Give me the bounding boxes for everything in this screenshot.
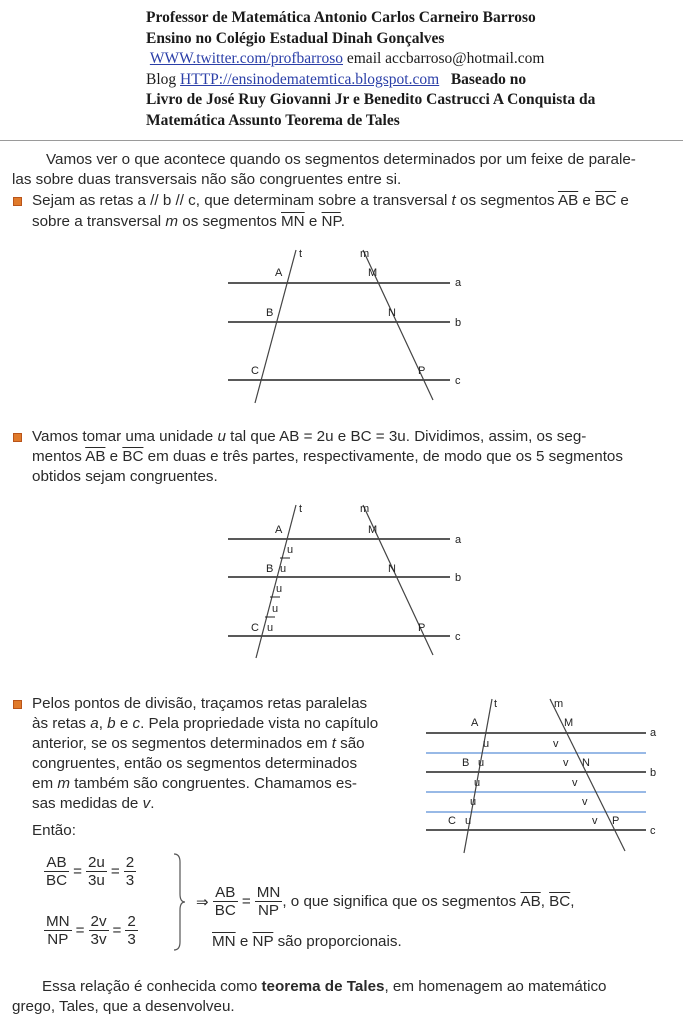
- label-M: M: [368, 267, 378, 279]
- label-u: u: [272, 603, 279, 615]
- label-B: B: [462, 757, 470, 769]
- label-C: C: [251, 622, 259, 634]
- label-P: P: [418, 622, 426, 634]
- label-c: c: [455, 375, 461, 387]
- label-P: P: [612, 815, 620, 827]
- label-v: v: [582, 796, 588, 808]
- label-u: u: [470, 796, 477, 808]
- header-line-4: [146, 70, 676, 91]
- var-m: m: [165, 213, 179, 230]
- text: em: [32, 775, 58, 792]
- denominator: 3v: [90, 931, 107, 948]
- text: e: [115, 715, 133, 732]
- bullet1-line-1: [32, 191, 629, 212]
- text: ,: [540, 893, 550, 910]
- text: também são congruentes. Chamamos es-: [69, 775, 357, 792]
- var-b: b: [107, 715, 116, 732]
- label-N: N: [582, 757, 590, 769]
- figure-2: [220, 500, 480, 665]
- segment-np: $\overline{NP}$: [252, 933, 274, 950]
- text: ,: [98, 715, 108, 732]
- text: os segmentos: [178, 213, 282, 230]
- theorem-name: teorema de Tales: [261, 978, 385, 995]
- numerator: 2: [125, 854, 135, 871]
- header: [146, 8, 676, 132]
- label-A: A: [471, 717, 479, 729]
- curly-brace: [172, 852, 186, 952]
- label-N: N: [388, 307, 396, 319]
- header-separator: [0, 140, 683, 141]
- denominator: NP: [257, 902, 280, 919]
- bullet2-line-1: [32, 427, 586, 448]
- label-c: c: [650, 825, 656, 837]
- intro-line-1: Vamos ver o que acontece quando os segmentos determinados por um feixe de parale-: [46, 151, 636, 168]
- bullet2-line-3: obtidos sejam congruentes.: [32, 468, 218, 485]
- segment-np: $\overline{NP}$: [321, 213, 341, 230]
- label-A: A: [275, 524, 283, 536]
- numerator: MN: [256, 884, 281, 901]
- label-C: C: [448, 815, 456, 827]
- label-t: t: [299, 503, 303, 515]
- fraction: [89, 913, 109, 948]
- closing-line-1: [42, 977, 606, 998]
- equals-sign: =: [73, 863, 82, 880]
- bullet3-line-4: congruentes, então os segmentos determinados: [32, 755, 358, 772]
- fraction: [125, 913, 137, 948]
- header-line-2: Ensino no Colégio Estadual Dinah Gonçalves: [146, 29, 445, 47]
- based-on-label: Baseado no: [450, 70, 527, 88]
- bullet1-line-2: [32, 212, 345, 233]
- label-u: u: [287, 544, 294, 556]
- bullet3-line-5: [32, 774, 357, 795]
- intro-line-2: las sobre duas transversais não são congruentes entre si.: [12, 171, 402, 188]
- label-a: a: [455, 277, 462, 289]
- fraction: [44, 913, 72, 948]
- denominator: BC: [214, 902, 236, 919]
- text: , o que significa que os segmentos: [282, 893, 521, 910]
- text: são: [335, 735, 365, 752]
- entao-label: Então:: [32, 822, 76, 839]
- blog-label: Blog: [146, 70, 177, 88]
- blog-link[interactable]: HTTP://ensinodematemtica.blogspot.com: [180, 70, 440, 88]
- transversal-m: [550, 699, 625, 851]
- conclusion-line-2: [212, 932, 402, 953]
- twitter-link[interactable]: WWW.twitter.com/profbarroso: [149, 50, 343, 68]
- equals-sign: =: [75, 922, 85, 939]
- label-b: b: [650, 767, 657, 779]
- var-v: v: [142, 795, 151, 812]
- label-P: P: [418, 365, 426, 377]
- text: são proporcionais.: [273, 933, 402, 950]
- label-u: u: [276, 583, 283, 595]
- label-b: b: [455, 572, 462, 584]
- label-v: v: [553, 738, 559, 750]
- denominator: 3: [125, 872, 135, 889]
- numerator: MN: [46, 913, 70, 930]
- equals-sign: =: [110, 863, 120, 880]
- label-a: a: [650, 727, 657, 739]
- text: sas medidas de: [32, 795, 143, 812]
- header-line-1: Professor de Matemática Antonio Carlos Carneiro Barroso: [146, 9, 536, 26]
- text: tal que AB = 2u e BC = 3u. Dividimos, assim, os seg-: [225, 428, 587, 445]
- label-m: m: [554, 698, 564, 710]
- fraction: [44, 854, 69, 889]
- label-M: M: [564, 717, 574, 729]
- var-t: t: [331, 735, 336, 752]
- label-u: u: [280, 563, 287, 575]
- text: .: [150, 795, 155, 812]
- bullet2-line-2: [32, 447, 623, 468]
- text: e: [304, 213, 322, 230]
- text: e: [235, 933, 253, 950]
- numerator: 2v: [90, 913, 107, 930]
- segment-bc: $\overline{BC}$: [549, 893, 571, 910]
- label-B: B: [266, 563, 274, 575]
- label-u: u: [267, 622, 274, 634]
- text: os segmentos: [455, 192, 558, 209]
- fraction: [213, 884, 238, 919]
- label-A: A: [275, 267, 283, 279]
- text: e: [105, 448, 123, 465]
- denominator: BC: [46, 872, 68, 889]
- implies-arrow: ⇒: [196, 893, 209, 911]
- var-c: c: [132, 715, 141, 732]
- label-u: u: [465, 815, 472, 827]
- label-a: a: [455, 534, 462, 546]
- text: e: [578, 192, 596, 209]
- equals-sign: =: [112, 922, 122, 939]
- numerator: AB: [213, 884, 238, 902]
- segment-ab: $\overline{AB}$: [85, 448, 106, 465]
- label-t: t: [494, 698, 498, 710]
- denominator: 3u: [87, 872, 105, 889]
- header-line-6: Matemática Assunto Teorema de Tales: [146, 111, 400, 129]
- text: .: [340, 213, 345, 230]
- segment-ab: $\overline{AB}$: [557, 192, 579, 209]
- label-c: c: [455, 631, 461, 643]
- bullet-marker: [13, 197, 22, 206]
- label-v: v: [592, 815, 598, 827]
- segment-ab: $\overline{AB}$: [520, 893, 541, 910]
- equals-sign: =: [241, 893, 251, 910]
- figure-1: [220, 245, 480, 410]
- var-a: a: [90, 715, 99, 732]
- text: mentos: [32, 448, 86, 465]
- text: sobre a transversal: [32, 213, 166, 230]
- label-M: M: [368, 524, 378, 536]
- text: às retas: [32, 715, 91, 732]
- header-line-3: [146, 49, 676, 70]
- denominator: NP: [47, 931, 69, 948]
- text: , em homenagem ao matemático: [384, 978, 607, 995]
- bullet-marker: [13, 433, 22, 442]
- text: ,: [570, 893, 575, 910]
- bullet3-line-3: [32, 734, 365, 755]
- equation-mn-np: [44, 913, 138, 948]
- var-m: m: [57, 775, 70, 792]
- numerator: AB: [44, 854, 69, 872]
- segment-bc: $\overline{BC}$: [122, 448, 144, 465]
- label-v: v: [563, 757, 569, 769]
- email-label: email accbarroso@hotmail.com: [346, 50, 545, 68]
- bullet3-line-1: Pelos pontos de divisão, traçamos retas paralelas: [32, 695, 368, 712]
- text: anterior, se os segmentos determinados em: [32, 735, 332, 752]
- label-m: m: [360, 248, 370, 260]
- equation-conclusion: [192, 884, 575, 919]
- closing-line-2: grego, Tales, que a desenvolveu.: [12, 998, 235, 1015]
- var-t: t: [451, 192, 456, 209]
- figure-3: [420, 695, 678, 860]
- text: e: [616, 192, 629, 209]
- text: . Pela propriedade vista no capítulo: [140, 715, 379, 732]
- label-u: u: [483, 738, 490, 750]
- bullet3-line-6: [32, 794, 154, 815]
- segment-mn: $\overline{MN}$: [281, 213, 305, 230]
- label-N: N: [388, 563, 396, 575]
- segment-mn: $\overline{MN}$: [212, 933, 236, 950]
- text: Vamos tomar uma unidade: [32, 428, 218, 445]
- label-u: u: [474, 777, 481, 789]
- label-v: v: [572, 777, 578, 789]
- text: Sejam as retas a // b // c, que determinam sobre a transversal: [32, 192, 452, 209]
- label-m: m: [360, 503, 370, 515]
- numerator: 2: [127, 913, 136, 930]
- label-C: C: [251, 365, 259, 377]
- text: em duas e três partes, respectivamente, de modo que os 5 segmentos: [143, 448, 623, 465]
- label-t: t: [299, 248, 303, 260]
- label-B: B: [266, 307, 274, 319]
- bullet3-line-2: [32, 714, 378, 735]
- numerator: 2u: [87, 854, 105, 871]
- label-u: u: [478, 757, 485, 769]
- label-b: b: [455, 317, 462, 329]
- var-u: u: [217, 428, 226, 445]
- denominator: 3: [127, 931, 136, 948]
- segment-bc: $\overline{BC}$: [595, 192, 617, 209]
- header-line-5: Livro de José Ruy Giovanni Jr e Benedito Castrucci A Conquista da: [146, 91, 596, 109]
- bullet-marker: [13, 700, 22, 709]
- equation-ab-bc: [44, 854, 136, 889]
- fraction: [255, 884, 283, 919]
- fraction: [124, 854, 136, 889]
- fraction: [86, 854, 107, 889]
- text: Essa relação é conhecida como: [42, 978, 262, 995]
